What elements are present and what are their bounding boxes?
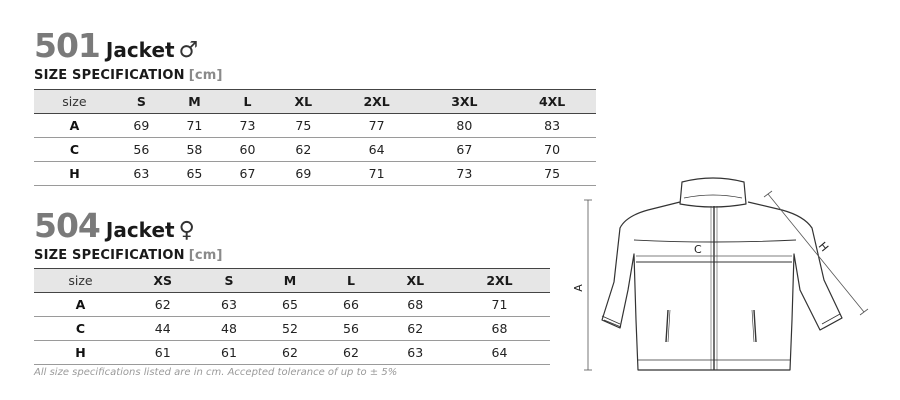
table-row [34,138,596,162]
section1-unit: [cm] [188,68,223,83]
measurement-value: 70 [508,138,596,162]
measurement-value: 56 [115,138,168,162]
measurement-value: 71 [449,293,550,317]
size-header-l: L [221,90,274,114]
size-header-m: M [168,90,221,114]
measurement-value: 58 [168,138,221,162]
section2-heading [34,206,195,245]
measurement-value: 71 [333,162,421,186]
measurement-value: 64 [333,138,421,162]
size-header-s: S [115,90,168,114]
measurement-value: 61 [198,341,259,365]
measurement-value: 69 [274,162,333,186]
measurement-c-label: C [694,243,702,256]
measurement-value: 75 [508,162,596,186]
measurement-a-label: A [572,284,585,292]
section2-product-name: Jacket [105,218,175,242]
measurement-value: 62 [381,317,449,341]
size-header-xl: XL [381,269,449,293]
measurement-value: 63 [115,162,168,186]
measurement-value: 66 [320,293,381,317]
measurement-h-label: H [815,239,831,255]
size-header-s: S [198,269,259,293]
measurement-value: 62 [259,341,320,365]
measurement-value: 52 [259,317,320,341]
measurement-label: H [34,341,127,365]
measurement-label: A [34,293,127,317]
measurement-value: 83 [508,114,596,138]
measurement-label: C [34,317,127,341]
measurement-value: 60 [221,138,274,162]
measurement-value: 44 [127,317,198,341]
measurement-value: 68 [449,317,550,341]
measurement-value: 75 [274,114,333,138]
table-row [34,114,596,138]
measurement-value: 67 [221,162,274,186]
measurement-value: 65 [168,162,221,186]
measurement-value: 67 [420,138,508,162]
measurement-value: 62 [127,293,198,317]
section2-size-table [34,268,550,365]
section2-subtitle [34,248,223,263]
measurement-value: 48 [198,317,259,341]
measurement-a-line [584,200,592,370]
measurement-value: 77 [333,114,421,138]
table-row [34,293,550,317]
table-header-row [34,269,550,293]
measurement-value: 64 [449,341,550,365]
measurement-value: 63 [381,341,449,365]
measurement-label: A [34,114,115,138]
table-row [34,317,550,341]
size-header-2xl: 2XL [333,90,421,114]
measurement-value: 73 [420,162,508,186]
measurement-value: 62 [320,341,381,365]
measurement-label: H [34,162,115,186]
size-header-xl: XL [274,90,333,114]
section1-heading [34,26,198,65]
measurement-value: 63 [198,293,259,317]
table-row [34,341,550,365]
size-header-2xl: 2XL [449,269,550,293]
table-row [34,162,596,186]
size-header-xs: XS [127,269,198,293]
size-column-header: size [34,269,127,293]
measurement-value: 73 [221,114,274,138]
size-header-4xl: 4XL [508,90,596,114]
measurement-value: 61 [127,341,198,365]
male-symbol-icon: ♂ [178,38,199,63]
jacket-collar [680,178,746,207]
table-header-row [34,90,596,114]
measurement-value: 69 [115,114,168,138]
jacket-measurement-illustration [568,170,888,380]
tolerance-footnote: All size specifications listed are in cm. Accepted tolerance of up to ± 5% [34,367,398,378]
measurement-value: 56 [320,317,381,341]
section2-unit: [cm] [188,248,223,263]
section1-size-table [34,89,596,186]
size-header-3xl: 3XL [420,90,508,114]
section1-subtitle-text: SIZE SPECIFICATION [34,68,185,83]
jacket-body-outline [602,202,842,370]
measurement-value: 68 [381,293,449,317]
section1-subtitle [34,68,223,83]
section2-subtitle-text: SIZE SPECIFICATION [34,248,185,263]
measurement-value: 62 [274,138,333,162]
section1-model-code: 501 [34,26,100,65]
size-header-l: L [320,269,381,293]
measurement-value: 71 [168,114,221,138]
measurement-value: 80 [420,114,508,138]
size-header-m: M [259,269,320,293]
section1-product-name: Jacket [105,38,175,62]
measurement-label: C [34,138,115,162]
measurement-value: 65 [259,293,320,317]
section2-model-code: 504 [34,206,100,245]
female-symbol-icon: ♀ [178,218,195,243]
size-column-header: size [34,90,115,114]
